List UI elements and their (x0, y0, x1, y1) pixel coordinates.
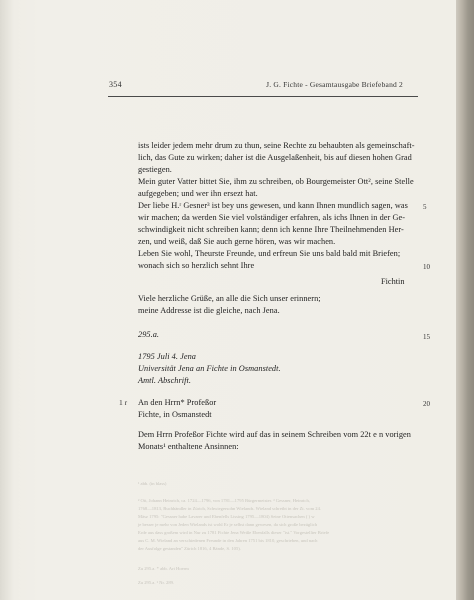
body-line: aufgegeben; und wer ihn ersezt hat. (138, 189, 258, 198)
body-line: Leben Sie wohl, Theurste Freunde, und erfreun Sie uns bald bald mit Briefen; (138, 249, 401, 258)
entry-date-place: 1795 Juli 4. Jena (138, 352, 196, 361)
footnote-line: Zu 295.a. ¹ Nr. 289. (138, 580, 175, 585)
letter-line: Monats¹ enthaltene Ansinnen: (138, 442, 239, 451)
page-stack-edge (456, 0, 474, 600)
footnote-line: Zu 295.a. * abb. Art Hoerm (138, 566, 189, 571)
footnote-line: ² Ott, Johann Heinrich, ca. 1724—1796, von 1781—1795 Bürgermeister. ³ Gessner, Heinrich, (138, 498, 310, 503)
footnote-line: Mäsz 1795: "Gessner habe Lavarer und Ebenfells Lissing 1795—1804) Seine Ottensachen ( ) w (138, 514, 315, 519)
body-line: ists leider jedem mehr drum zu thun, seine Rechte zu behaubten als gemeinschaft- (138, 141, 415, 150)
body-line: zen, und weiß, daß Sie auch gerne hören, was wir machen. (138, 237, 336, 246)
footnote-line: 1768—1813, Buchhändler in Zürich, Schwiegersohn Wielands. Wieland schreibt in der Zt. vom 24. (138, 506, 322, 511)
footnote-line: der Ausfolge gestanden" Zürich 1816, 4 Bände, S. 105). (138, 546, 241, 551)
margin-folio-note: 1 r (119, 398, 128, 407)
footnote-line: ¹ abb. (in blass) (138, 481, 167, 486)
body-line: lich, das Gute zu wirken; daher ist die Ausgelaßenheit, bis auf diesen hohen Grad (138, 153, 412, 162)
line-number: 20 (423, 400, 430, 408)
entry-number: 295.a. (138, 330, 160, 339)
footnote-line: aus C. M. Wieland an verschiedenen Freunde in den Jahren 1751 bis 1810, geschrieben, und nach (138, 538, 318, 543)
footnote-line: Erde aus dass großem wird in Nur zu 1781 Fichte Jena Weiße Ebenfalls dieser "ist." Vorgestellter Briefe (138, 530, 330, 535)
entry-source: Amtl. Abschrift. (138, 376, 191, 385)
line-number: 15 (423, 333, 430, 341)
header-rule (108, 96, 418, 97)
body-line: wonach sich so herzlich sehnt Ihre (138, 261, 255, 270)
line-number: 5 (423, 203, 427, 211)
body-line: Der liebe H.ʳ Gesner³ ist bey uns gewesen, und kann Ihnen mundlich sagen, was (138, 201, 408, 210)
footnote-line: je besser je mehr von Jeden Wielands ist wohl Er je selbst dann gewesen, da sich große bezüglich (138, 522, 318, 527)
body-line: schwindigkeit nicht schreiben kann; denn ich kenne Ihre Theilnehmenden Her- (138, 225, 404, 234)
address-line: An den Hrrn* Profeßor (138, 398, 217, 407)
page-number: 354 (109, 80, 122, 89)
address-line: Fichte, in Osmanstedt (138, 410, 212, 419)
entry-title: Universität Jena an Fichte in Osmanstedt. (138, 364, 281, 373)
line-number: 10 (423, 263, 430, 271)
body-line: gestiegen. (138, 165, 172, 174)
postscript-line: Viele herzliche Grüße, an alle die Sich unser erinnern; (138, 294, 321, 303)
running-head: J. G. Fichte - Gesamtausgabe Briefeband 2 (266, 80, 403, 89)
body-line: wir machen; da werden Sie viel volständiger erfahren, als ichs Ihnen in der Ge- (138, 213, 406, 222)
letter-line: Dem Hrrn Profeßor Fichte wird auf das in seinem Schreiben vom 22t e n vorigen (138, 430, 411, 439)
signature: Fichtin (381, 277, 405, 286)
postscript-line: meine Addresse ist die gleiche, nach Jena. (138, 306, 280, 315)
body-line: Mein guter Vatter bittet Sie, ihm zu schreiben, ob Bourgemeister Ott², seine Stelle (138, 177, 414, 186)
